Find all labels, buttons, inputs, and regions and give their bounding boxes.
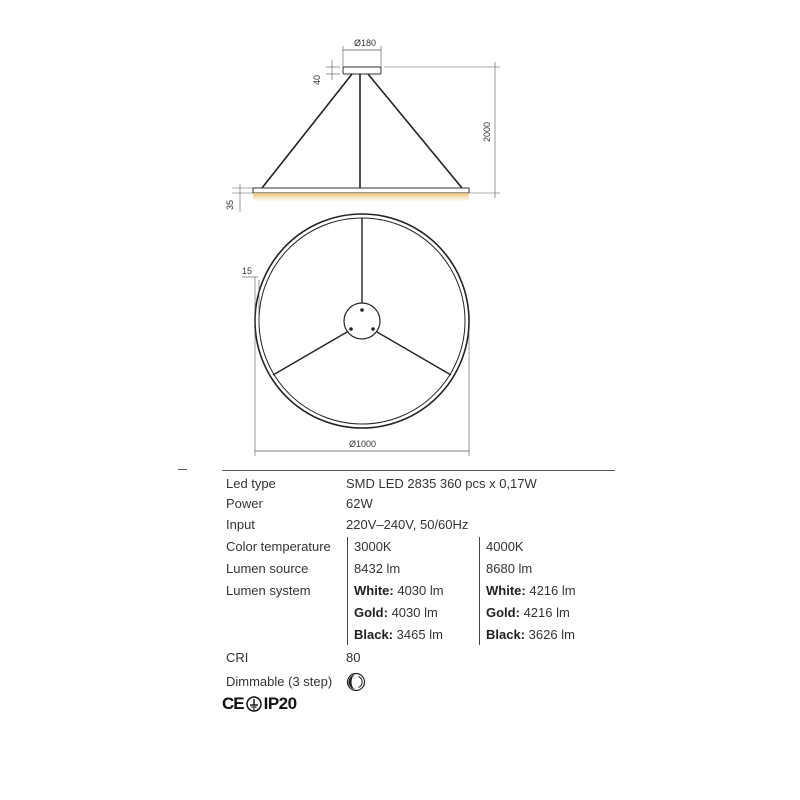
column-divider-left	[347, 537, 348, 645]
lumen-source-3000k: 8432 lm	[354, 561, 401, 576]
led-glow	[253, 193, 469, 201]
lumen-system-white-3000k: White: 4030 lm	[354, 583, 444, 598]
canopy-height-label: 40	[312, 74, 322, 85]
suspension-height-label: 2000	[482, 121, 492, 142]
dimmable-label: Dimmable (3 step)	[226, 674, 333, 689]
cri-value: 80	[346, 650, 361, 665]
top-view	[242, 214, 469, 456]
lumen-system-white-4000k: White: 4216 lm	[486, 583, 576, 598]
power-label: Power	[226, 496, 263, 511]
canopy-diameter-label: Ø180	[354, 38, 377, 48]
column-divider-right	[479, 537, 480, 645]
lumen-source-4000k: 8680 lm	[486, 561, 533, 576]
spec-table-top-rule	[222, 470, 615, 471]
lumen-system-black-3000k: Black: 3465 lm	[354, 627, 443, 642]
lumen-system-black-4000k: Black: 3626 lm	[486, 627, 575, 642]
input-value: 220V–240V, 50/60Hz	[346, 517, 469, 532]
color-temperature-label: Color temperature	[226, 539, 331, 554]
ring-diameter-label: Ø1000	[349, 439, 377, 449]
canopy	[343, 67, 381, 74]
led-type-label: Led type	[226, 476, 276, 491]
lumen-system-label: Lumen system	[226, 583, 311, 598]
class-one-earth-icon	[246, 696, 262, 712]
ce-mark: CE	[222, 694, 244, 713]
color-temperature-3000k: 3000K	[354, 539, 392, 554]
certifications	[222, 694, 297, 714]
power-value: 62W	[346, 496, 373, 511]
separator-dash	[178, 469, 187, 470]
ring-height-label: 35	[225, 199, 235, 210]
cable-right	[368, 74, 462, 188]
ip-rating: IP20	[263, 694, 297, 713]
cable-left	[262, 74, 352, 188]
input-label: Input	[226, 517, 255, 532]
lumen-source-label: Lumen source	[226, 561, 309, 576]
side-view	[225, 38, 500, 212]
lumen-system-gold-3000k: Gold: 4030 lm	[354, 605, 438, 620]
led-type-value: SMD LED 2835 360 pcs x 0,17W	[346, 476, 537, 491]
cri-label: CRI	[226, 650, 249, 665]
lumen-system-gold-4000k: Gold: 4216 lm	[486, 605, 570, 620]
color-temperature-4000k: 4000K	[486, 539, 524, 554]
ring-profile	[253, 188, 469, 193]
dimmable-icon	[346, 672, 366, 692]
ring-width-label: 15	[242, 266, 253, 276]
